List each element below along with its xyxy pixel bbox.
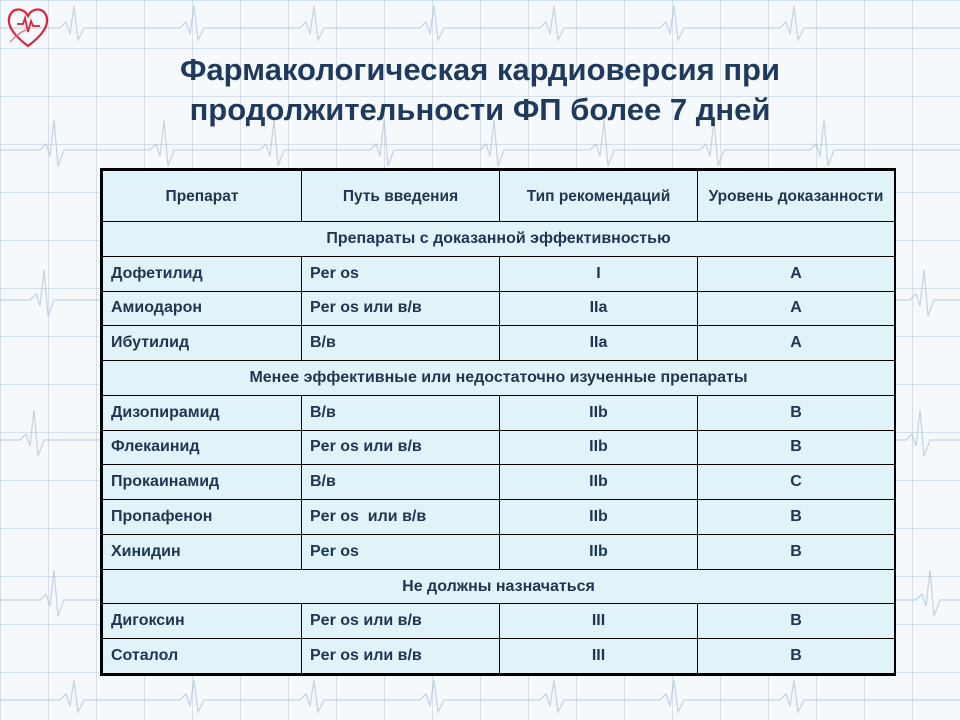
- drug-name: Флекаинид: [103, 430, 302, 465]
- drug-recommendation: III: [500, 639, 698, 674]
- header-evidence-level: Уровень доказанности: [698, 171, 895, 222]
- drug-recommendation: IIb: [500, 465, 698, 500]
- drug-route: В/в: [302, 465, 500, 500]
- drug-recommendation: IIb: [500, 395, 698, 430]
- drug-evidence: A: [698, 291, 895, 326]
- heart-logo-icon: [2, 2, 54, 52]
- table-row: [103, 639, 895, 674]
- drug-evidence: B: [698, 534, 895, 569]
- drug-recommendation: IIa: [500, 291, 698, 326]
- drug-route: Per os: [302, 534, 500, 569]
- drug-recommendation: I: [500, 256, 698, 291]
- drug-recommendation: IIa: [500, 326, 698, 361]
- slide-title-line-2: продолжительности ФП более 7 дней: [189, 92, 771, 127]
- drug-name: Дигоксин: [103, 604, 302, 639]
- drug-name: Соталол: [103, 639, 302, 674]
- drug-recommendation: IIb: [500, 500, 698, 535]
- section-row: [103, 569, 895, 604]
- drug-evidence: B: [698, 639, 895, 674]
- drug-route: Per os или в/в: [302, 639, 500, 674]
- drug-recommendation: IIb: [500, 534, 698, 569]
- drug-recommendation: IIb: [500, 430, 698, 465]
- table-row: [103, 326, 895, 361]
- drug-route: В/в: [302, 326, 500, 361]
- header-drug: Препарат: [103, 171, 302, 222]
- drug-evidence: B: [698, 500, 895, 535]
- table-row: [103, 534, 895, 569]
- slide-title-line-1: Фармакологическая кардиоверсия при: [179, 52, 781, 87]
- drug-route: Per os или в/в: [302, 604, 500, 639]
- drug-table-frame: [100, 168, 896, 676]
- drug-route: Per os или в/в: [302, 500, 500, 535]
- slide-title: [80, 50, 880, 130]
- table-row: [103, 291, 895, 326]
- table-row: [103, 395, 895, 430]
- drug-evidence: A: [698, 326, 895, 361]
- drug-name: Пропафенон: [103, 500, 302, 535]
- drug-name: Хинидин: [103, 534, 302, 569]
- drug-evidence: B: [698, 430, 895, 465]
- drug-name: Прокаинамид: [103, 465, 302, 500]
- drug-evidence: A: [698, 256, 895, 291]
- table-row: [103, 465, 895, 500]
- header-route: Путь введения: [302, 171, 500, 222]
- drug-name: Дизопирамид: [103, 395, 302, 430]
- section-label-not-recommended: Не должны назначаться: [103, 569, 895, 604]
- table-header-row: [103, 171, 895, 222]
- table-row: [103, 604, 895, 639]
- table-row: [103, 500, 895, 535]
- table-row: [103, 430, 895, 465]
- table-row: [103, 256, 895, 291]
- drug-route: Per os или в/в: [302, 291, 500, 326]
- section-row: [103, 361, 895, 396]
- drug-name: Амиодарон: [103, 291, 302, 326]
- drug-table: [102, 170, 895, 674]
- section-label-less-effective: Менее эффективные или недостаточно изученные препараты: [103, 361, 895, 396]
- section-row: [103, 222, 895, 257]
- drug-evidence: B: [698, 395, 895, 430]
- drug-evidence: B: [698, 604, 895, 639]
- section-label-proven: Препараты с доказанной эффективностью: [103, 222, 895, 257]
- drug-route: Per os или в/в: [302, 430, 500, 465]
- header-recommendation-type: Тип рекомендаций: [500, 171, 698, 222]
- drug-name: Ибутилид: [103, 326, 302, 361]
- drug-route: Per os: [302, 256, 500, 291]
- drug-evidence: C: [698, 465, 895, 500]
- drug-route: В/в: [302, 395, 500, 430]
- drug-name: Дофетилид: [103, 256, 302, 291]
- drug-recommendation: III: [500, 604, 698, 639]
